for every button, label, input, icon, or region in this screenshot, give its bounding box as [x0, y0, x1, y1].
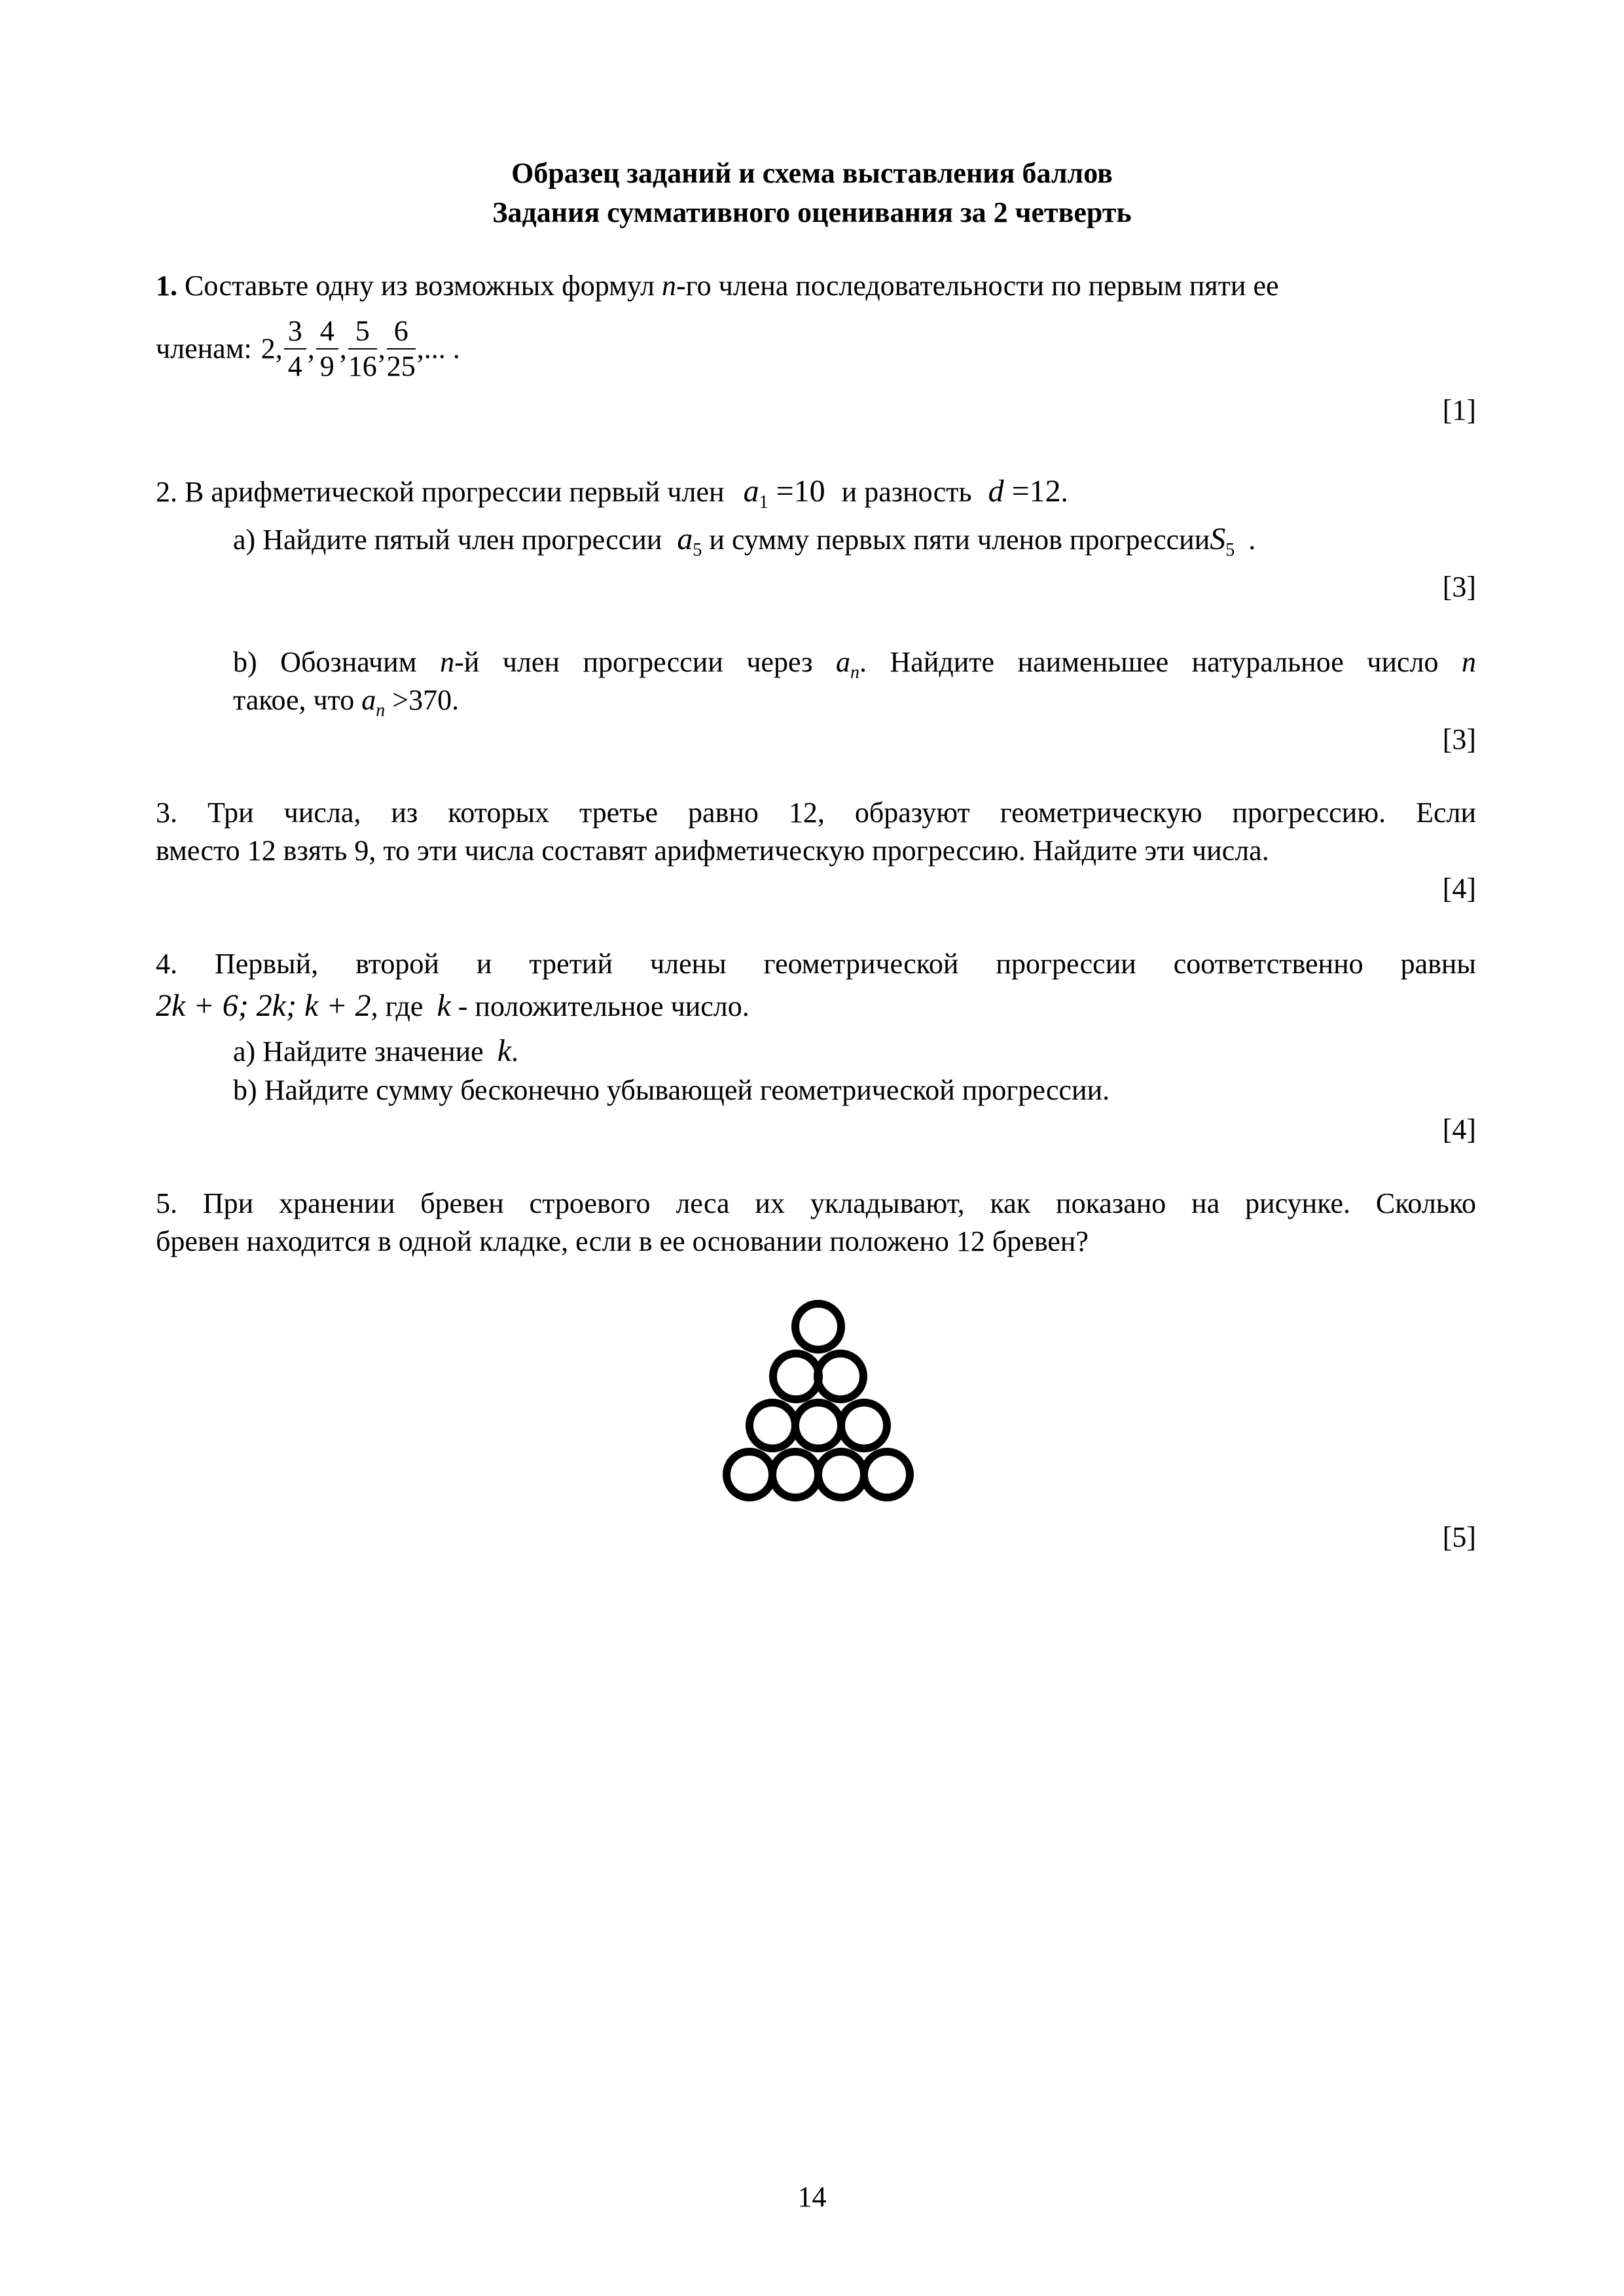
- task5-line2: бревен находится в одной кладке, если в ее основании положено 12 бревен?: [156, 1225, 1089, 1257]
- task1-number: 1.: [156, 270, 177, 302]
- fraction: $\frac{5}{16}$: [348, 315, 377, 382]
- task4-expression: 2k + 6; 2k; k + 2: [156, 988, 371, 1023]
- task2-part-a: a) Найдите пятый член прогрессии $a_5$ и сумму первых пяти членов прогрессииS$_5$ .: [233, 522, 1256, 560]
- task2-intro: 2. В арифметической прогрессии первый член $a_1 =10$ и разность d =12.: [156, 474, 1068, 512]
- task4-score: [4]: [1442, 1113, 1476, 1145]
- log-circle: [795, 1304, 841, 1350]
- logs-pyramid-figure: [700, 1296, 936, 1512]
- log-circle: [773, 1354, 819, 1399]
- log-circle: [749, 1403, 795, 1448]
- task3-line1: 3. Три числа, из которых третье равно 12, образуют геометрическую прогрессию. Если: [156, 797, 1476, 829]
- task2b-score: [3]: [1442, 723, 1476, 755]
- document-subtitle: Задания суммативного оценивания за 2 четверть: [492, 196, 1132, 228]
- fraction: $\frac{3}{4}$: [284, 314, 306, 384]
- log-circle: [841, 1403, 887, 1448]
- task4-line1: 4. Первый, второй и третий члены геометрической прогрессии соответственно равны: [156, 948, 1476, 980]
- task2-part-b-line2: такое, что $a_n >370$.: [233, 684, 460, 721]
- task4-line2: 2k + 6; 2k; k + 2, где k - положительное число.: [156, 988, 749, 1023]
- log-circle: [772, 1452, 818, 1498]
- document-title: Образец заданий и схема выставления баллов: [511, 157, 1113, 189]
- task3-score: [4]: [1442, 872, 1476, 905]
- page-number: 14: [797, 2181, 827, 2213]
- task3-line2: вместо 12 взять 9, то эти числа составят арифметическую прогрессию. Найдите эти числа.: [156, 834, 1269, 867]
- log-circle: [795, 1403, 841, 1448]
- task5-line1: 5. При хранении бревен строевого леса их укладывают, как показано на рисунке. Сколько: [156, 1187, 1476, 1219]
- task4-part-b: b) Найдите сумму бесконечно убывающей геометрической прогрессии.: [233, 1074, 1110, 1106]
- task2-part-b-line1: b) Обозначим n-й член прогрессии через $a_n$. Найдите наименьшее натуральное число n: [233, 646, 1476, 683]
- task1-score: [1]: [1442, 394, 1476, 426]
- task5-score: [5]: [1442, 1521, 1476, 1553]
- task2a-score: [3]: [1442, 571, 1476, 603]
- task4-part-a: a) Найдите значение k.: [233, 1033, 519, 1068]
- task1-sequence: членам: 2, $\frac{3}{4}$ , $\frac{4}{9}$ , $\frac{5}{16}$ , $\frac{6}{25}$ ,... .: [156, 315, 460, 382]
- log-circle: [818, 1354, 863, 1399]
- fraction: $\frac{6}{25}$: [386, 315, 416, 382]
- log-circle: [864, 1452, 910, 1498]
- task1-line1: 1. Составьте одну из возможных формул n-го члена последовательности по первым пяти ее: [156, 270, 1279, 302]
- log-circle: [818, 1452, 864, 1498]
- fraction: $\frac{4}{9}$: [316, 314, 338, 384]
- log-circle: [727, 1452, 772, 1498]
